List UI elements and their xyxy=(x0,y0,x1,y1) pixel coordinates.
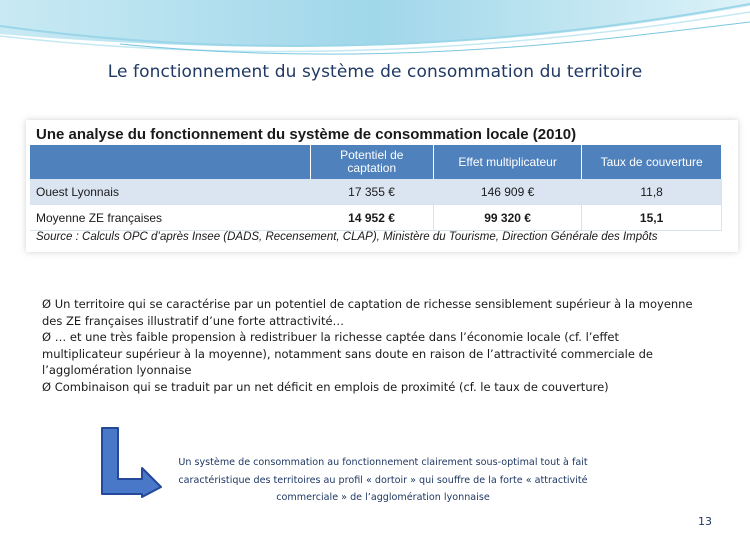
table-cell: 17 355 € xyxy=(310,179,433,205)
row-label: Ouest Lyonnais xyxy=(30,179,310,205)
column-header: Taux de couverture xyxy=(582,145,722,179)
bullet-item: Ø Un territoire qui se caractérise par un potentiel de captation de richesse sensiblement supérieur à la moyenne des ZE françaises illustratif d’une forte attractivité… xyxy=(42,297,693,328)
header-corner-cell xyxy=(30,145,310,179)
table-source-note: Source : Calculs OPC d’après Insee (DADS, Recensement, CLAP), Ministère du Tourisme, Direction Générale des Impôts xyxy=(36,231,658,243)
bullet-list xyxy=(42,296,702,395)
column-header: Effet multiplicateur xyxy=(434,145,582,179)
page-number: 13 xyxy=(698,515,712,528)
data-table-figure xyxy=(26,120,738,252)
table-cell: 146 909 € xyxy=(434,179,582,205)
row-label: Moyenne ZE françaises xyxy=(30,205,310,231)
table-row xyxy=(30,205,722,231)
table-cell: 15,1 xyxy=(582,205,722,231)
slide-title: Le fonctionnement du système de consommation du territoire xyxy=(107,62,643,82)
table-cell: 99 320 € xyxy=(434,205,582,231)
table-cell: 11,8 xyxy=(582,179,722,205)
column-header: Potentiel de captation xyxy=(310,145,433,179)
header-swoosh-decoration xyxy=(0,0,750,110)
table-heading: Une analyse du fonctionnement du système de consommation locale (2010) xyxy=(36,126,577,143)
conclusion-text: Un système de consommation au fonctionnement clairement sous-optimal tout à fait caractéristique des territoires au profil « dortoir » qui souffre de la forte « attractivité commerciale » de l’agglomération lyonnaise xyxy=(178,457,588,503)
table-header-row xyxy=(30,145,722,179)
data-table xyxy=(30,145,722,231)
table-cell: 14 952 € xyxy=(310,205,433,231)
bullet-item: Ø … et une très faible propension à redistribuer la richesse captée dans l’économie locale (cf. l’effet multiplicateur supérieur à la moyenne), notamment sans doute en raison de l’attractivité commerciale de l’agglomération lyonnaise xyxy=(42,330,653,377)
down-right-arrow-icon xyxy=(98,424,164,500)
bullet-item: Ø Combinaison qui se traduit par un net déficit en emplois de proximité (cf. le taux de couverture) xyxy=(42,379,609,394)
table-row xyxy=(30,179,722,205)
